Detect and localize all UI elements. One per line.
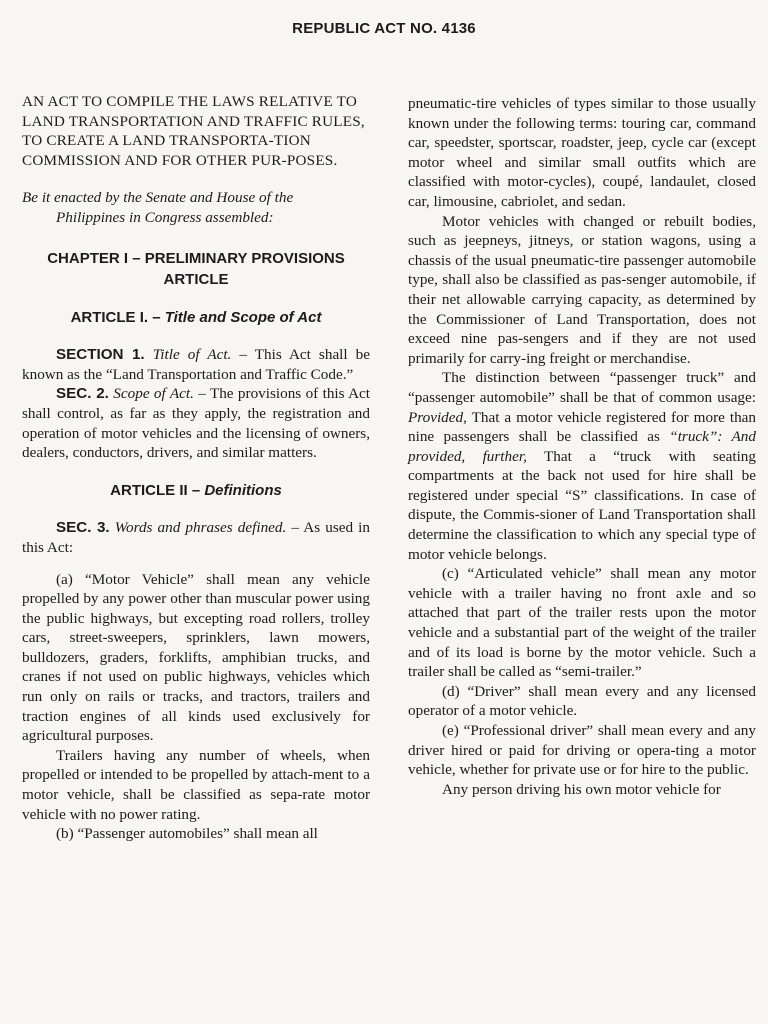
section-1-lead: SECTION 1. — [56, 346, 145, 364]
section-1 — [22, 345, 370, 384]
enacting-line-1: Be it enacted by the Senate and House of the — [22, 189, 294, 207]
article-2-title: Definitions — [204, 481, 282, 499]
paragraph-trailers: Trailers having any number of wheels, when propelled or intended to be propelled by attach-ment to a motor vehicle, shall be classified as sepa-rate motor vehicle with no power rating. — [22, 746, 370, 823]
section-2-text: – The provisions of this Act shall control, as far as they apply, the registration and operation of motor vehicles and the licensing of owners, dealers, conductors, drivers, and similar matters. — [22, 385, 371, 462]
paragraph-own-vehicle: Any person driving his own motor vehicle for — [442, 780, 721, 798]
paragraph-b: (b) “Passenger automobiles” shall mean all — [56, 825, 318, 843]
paragraph-distinction — [408, 368, 756, 564]
section-1-text: – This Act shall be known as the “Land Transportation and Traffic Code.” — [22, 346, 370, 383]
chapter-line-2: ARTICLE — [163, 270, 229, 288]
right-column — [408, 94, 756, 799]
enacting-line-2: Philippines in Congress assembled: — [56, 208, 274, 226]
act-title: AN ACT TO COMPILE THE LAWS RELATIVE TO LAND TRANSPORTATION AND TRAFFIC RULES, TO CREATE A LAND TRANSPORTA-TION COMMISSION AND FOR OTHER PUR-POSES. — [22, 93, 365, 169]
distinction-truck: “truck”: And provided, further, — [408, 428, 756, 465]
distinction-text-2: That a motor vehicle registered for more than nine passengers shall be classified as — [408, 408, 757, 446]
article-1-title: Title and Scope of Act — [164, 308, 322, 326]
article-2-heading — [22, 481, 370, 501]
article-2-number: ARTICLE II – — [110, 481, 201, 499]
enacting-clause — [22, 188, 370, 227]
paragraph-rebuilt-bodies: Motor vehicles with changed or rebuilt bodies, such as jeepneys, jitneys, or station wagons, using a chassis of the usual pneumatic-tire passenger automobile type, shall also be classified as pas-senger automobile, if their net allowable carrying capacity, as determined by the Commissioner of Land Transportation, does not exceed nine pas-sengers and if they are not used primarily for carry-ing freight or merchandise. — [408, 212, 756, 367]
paragraph-b-continued: pneumatic-tire vehicles of types similar to those usually known under the following terms: touring car, command car, speedster, sportscar, roadster, jeep, cycle car (except motor wheel and similar small outfits which are classified with motor-cycles), coupé, landaulet, closed car, limousine, cabriolet, and sedan. — [408, 95, 756, 210]
paragraph-e: (e) “Professional driver” shall mean every and any driver hired or paid for driving or opera-ting a motor vehicle, whether for private use or for hire to the public. — [408, 722, 756, 779]
section-3-lead: SEC. 3. — [56, 519, 110, 537]
article-1-heading — [22, 308, 370, 328]
distinction-provided: Provided, — [408, 408, 467, 426]
left-column — [22, 92, 370, 844]
section-3-text: – As used in this Act: — [22, 519, 370, 556]
article-1-number: ARTICLE I. – — [70, 308, 161, 326]
distinction-text-3: That a “truck with seating compartments at the back not used for hire shall be registered under special “S” classifications. In case of dispute, the Commis-sioner of Land Transportation shall determine the classification to which any special type of motor vehicle belongs. — [408, 447, 756, 563]
paragraph-d: (d) “Driver” shall mean every and any licensed operator of a motor vehicle. — [408, 682, 756, 720]
document-header: REPUBLIC ACT NO. 4136 — [292, 20, 476, 37]
paragraph-a: (a) “Motor Vehicle” shall mean any vehicle propelled by any power other than muscular power using the public highways, but excepting road rollers, trolley cars, street-sweepers, sprinklers, lawn mowers, bulldozers, graders, forklifts, amphibian trucks, and cranes if not used on public highways, vehicles which run only on rails or tracks, and tractors, trailers and traction engines of all kinds used exclusively for agricultural purposes. — [22, 570, 370, 745]
section-2-lead: SEC. 2. — [56, 385, 109, 403]
section-3 — [22, 518, 370, 557]
paragraph-c: (c) “Articulated vehicle” shall mean any motor vehicle with a trailer having no front axle and so attached that part of the trailer rests upon the motor vehicle and a substantial part of the weight of the trailer and of its load is borne by the motor vehicle. Such a trailer shall be called as “semi-trailer.” — [408, 565, 756, 681]
section-2-heading: Scope of Act. — [113, 385, 194, 403]
section-1-heading: Title of Act. — [152, 346, 232, 364]
distinction-text-1: The distinction between “passenger truck” and “passenger automobile” shall be that of common usage: — [408, 369, 756, 406]
section-3-heading: Words and phrases defined. — [114, 519, 287, 537]
chapter-heading — [22, 248, 370, 290]
section-2 — [22, 384, 370, 462]
chapter-line-1: CHAPTER I – PRELIMINARY PROVISIONS — [47, 249, 345, 267]
